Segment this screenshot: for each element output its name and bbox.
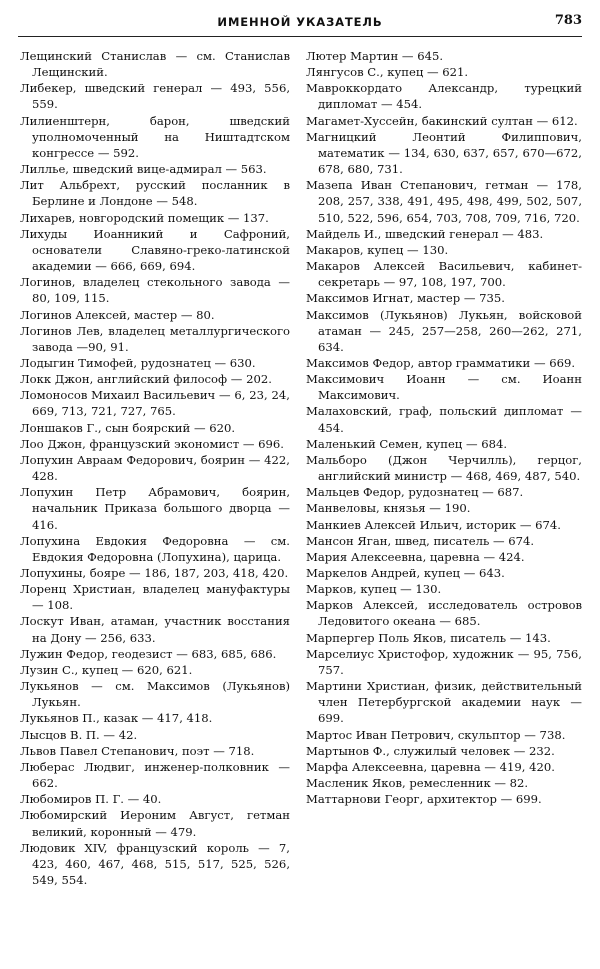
index-entry: Лопухина Евдокия Федоровна — см. Евдокия Федоровна (Лопухина), царица. [20, 533, 290, 564]
index-entry: Мансон Яган, швед, писатель — 674. [306, 533, 535, 548]
index-entry: Лукьянов — см. Максимов (Лукьянов) Лукьян. [20, 679, 290, 710]
running-title: ИМЕННОЙ УКАЗАТЕЛЬ [217, 15, 383, 29]
index-entry: Манвеловы, князья — 190. [306, 501, 471, 516]
index-entry: Лилиенштерн, барон, шведский уполномоченный на Ништадтском конгрессе — 592. [20, 113, 290, 160]
index-entry: Лукьянов П., казак — 417, 418. [20, 711, 213, 726]
index-entry: Мальборо (Джон Черчилль), герцог, английский министр — 468, 469, 487, 540. [306, 452, 582, 484]
index-entry: Мартини Христиан, физик, действительный член Петербургской академии наук — 699. [306, 679, 582, 726]
index-entry: Магницкий Леонтий Филиппович, математик — 134, 630, 637, 657, 670—672, 678, 680, 731. [306, 129, 582, 177]
index-entry: Лысцов В. П. — 42. [20, 727, 138, 742]
index-entry: Лужин Федор, геодезист — 683, 685, 686. [20, 646, 277, 661]
index-entry: Логинов Алексей, мастер — 80. [20, 307, 215, 322]
index-entry: Марков, купец — 130. [306, 582, 442, 597]
index-entry: Максимов Игнат, мастер — 735. [306, 291, 505, 306]
index-entry: Мартос Иван Петрович, скульптор — 738. [306, 727, 566, 742]
index-entry: Марселиус Христофор, художник — 95, 756, 757. [306, 646, 582, 677]
right-column [306, 48, 582, 807]
index-entry: Лоскут Иван, атаман, участник восстания на Дону — 256, 633. [20, 614, 290, 645]
index-entry: Лузин С., купец — 620, 621. [20, 662, 193, 677]
index-entry: Лоо Джон, французский экономист — 696. [20, 436, 284, 451]
index-entry: Марфа Алексеевна, царевна — 419, 420. [306, 759, 555, 774]
index-entry: Лоренц Христиан, владелец мануфактуры — 108. [20, 582, 290, 613]
index-entry: Масленик Яков, ремесленник — 82. [306, 776, 529, 791]
index-entry: Лопухин Авраам Федорович, боярин — 422, 428. [20, 452, 290, 484]
index-entry: Лилльe, шведский вице-адмирал — 563. [20, 162, 267, 177]
index-entry: Лопухины, бояре — 186, 187, 203, 418, 420. [20, 566, 289, 580]
index-entry: Любомиров П. Г. — 40. [20, 792, 162, 807]
index-entry: Лит Альбрехт, русский посланник в Берлине и Лондоне — 548. [20, 178, 290, 209]
index-entry: Лютер Мартин — 645. [306, 49, 444, 63]
index-entry: Манкиев Алексей Ильич, историк — 674. [306, 517, 561, 532]
index-entry: Ломоносов Михаил Васильевич — 6, 23, 24, 669, 713, 721, 727, 765. [20, 388, 290, 419]
index-entry: Лопухин Петр Абрамович, боярин, начальник Приказа большого дворца — 416. [20, 485, 290, 532]
index-entry: Лодыгин Тимофей, рудознатец — 630. [20, 355, 256, 370]
index-entry: Магамет-Хуссейн, бакинский султан — 612. [306, 113, 578, 128]
index-entry: Максимов Федор, автор грамматики — 669. [306, 355, 576, 370]
page-number: 783 [554, 13, 582, 28]
index-entry: Мартынов Ф., служилый человек — 232. [306, 743, 555, 758]
index-entry: Максимович Иоанн — см. Иоанн Максимович. [306, 372, 582, 403]
index-entry: Маттарнови Георг, архитектор — 699. [306, 792, 542, 807]
index-entry: Маленький Семен, купец — 684. [306, 436, 508, 451]
index-entry: Маркелов Андрей, купец — 643. [306, 566, 505, 580]
index-entry: Марков Алексей, исследователь островов Ледовитого океана — 685. [306, 598, 582, 629]
index-entry: Малаховский, граф, польский дипломат — 454. [306, 404, 582, 435]
index-entry: Люберас Людвиг, инженер-полковник — 662. [20, 759, 290, 791]
index-entry: Мазепа Иван Степанович, гетман — 178, 208, 257, 338, 491, 495, 498, 499, 502, 507, 510, 522, 596, 654, 703, 708, 709, 716, 720. [306, 178, 582, 225]
index-entry: Любомирский Иероним Август, гетман великий, коронный — 479. [20, 808, 290, 839]
index-entry: Лихуды Иоанникий и Сафроний, основатели Славяно-греко-латинской академии — 666, 669, 694. [20, 226, 290, 274]
index-entry: Марпергер Поль Яков, писатель — 143. [306, 630, 551, 645]
index-entry: Лихарев, новгородский помещик — 137. [20, 210, 269, 225]
index-entry: Макаров, купец — 130. [306, 242, 449, 257]
index-entry: Макаров Алексей Васильевич, кабинет-секретарь — 97, 108, 197, 700. [306, 259, 582, 290]
index-entry: Лянгусов С., купец — 621. [306, 65, 469, 80]
page-header [18, 12, 582, 37]
index-entry: Майдель И., шведский генерал — 483. [306, 226, 544, 241]
index-entry: Лоншаков Г., сын боярский — 620. [20, 420, 236, 435]
index-entry: Лещинский Станислав — см. Станислав Лещинский. [20, 49, 290, 80]
index-entry: Логинов, владелец стекольного завода — 80, 109, 115. [20, 275, 290, 306]
index-entry: Максимов (Лукьянов) Лукьян, войсковой атаман — 245, 257—258, 260—262, 271, 634. [306, 307, 582, 354]
index-entry: Мария Алексеевна, царевна — 424. [306, 549, 525, 564]
index-entry: Мавроккордато Александр, турецкий дипломат — 454. [306, 81, 582, 112]
index-entry: Львов Павел Степанович, поэт — 718. [20, 743, 255, 758]
index-entry: Людовик XIV, французский король — 7, 423, 460, 467, 468, 515, 517, 525, 526, 549, 554. [20, 840, 290, 887]
index-entry: Локк Джон, английский философ — 202. [20, 372, 272, 387]
index-entry: Либекер, шведский генерал — 493, 556, 559. [20, 81, 290, 112]
index-entry: Мальцев Федор, рудознатец — 687. [306, 485, 524, 500]
left-column [20, 48, 290, 888]
index-entry: Логинов Лев, владелец металлургического завода —90, 91. [20, 323, 290, 354]
